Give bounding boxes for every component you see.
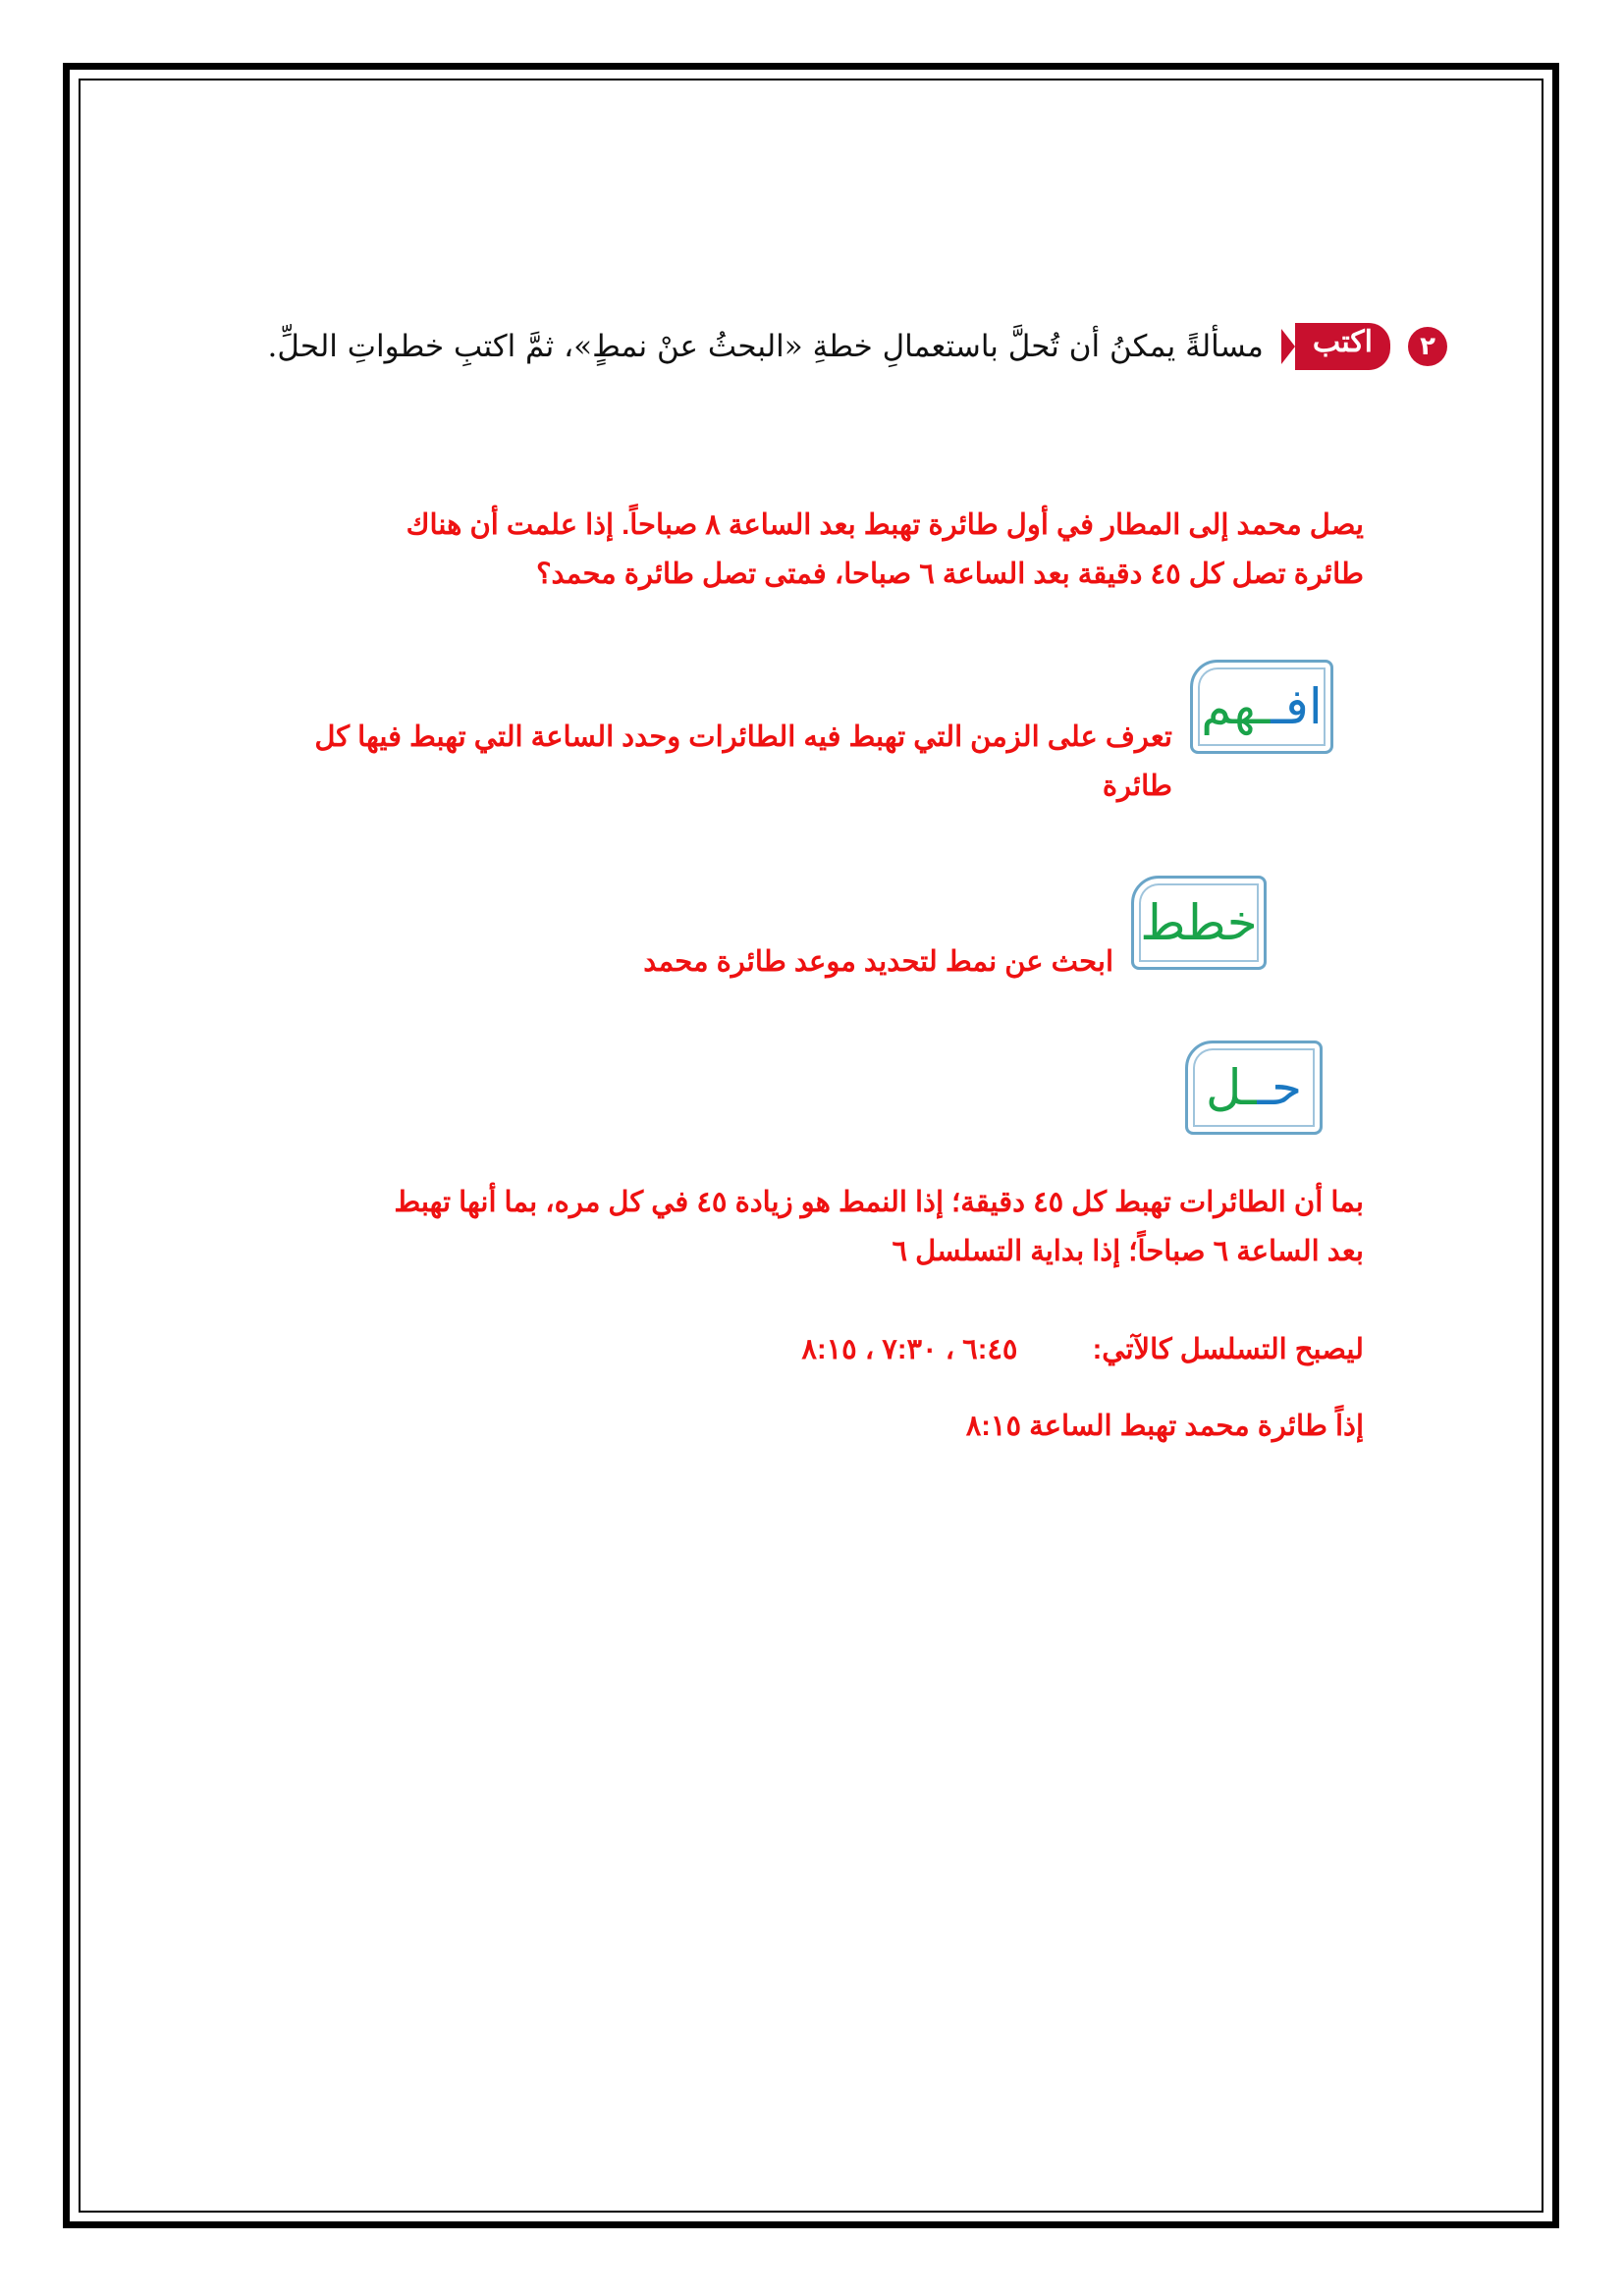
understand-text [73, 713, 1172, 811]
write-tag-arrow-icon [1281, 329, 1295, 364]
write-tag [1281, 323, 1390, 370]
problem-statement [186, 501, 1364, 599]
plan-step-icon [1131, 876, 1267, 970]
write-tag-label: اكتب [1295, 323, 1390, 370]
solve-line-1: بما أن الطائرات تهبط كل ٤٥ دقيقة؛ إذا النمط هو زيادة ٤٥ في كل مره، بما أنها تهبط [394, 1187, 1364, 1218]
understand-line-2: طائرة [1102, 771, 1172, 802]
exercise-prompt: مسألةً يمكنُ أن تُحلَّ باستعمالِ خطةِ «البحثُ عنْ نمطٍ»، ثمَّ اكتبِ خطواتِ الحلِّ. [267, 329, 1264, 364]
solve-icon-label-part2: ـل [1205, 1059, 1258, 1116]
problem-line-2: طائرة تصل كل ٤٥ دقيقة بعد الساعة ٦ صباحا، فمتى تصل طائرة محمد؟ [536, 559, 1364, 590]
sequence-label: ليصبح التسلسل كالآتي: [1092, 1334, 1364, 1365]
solve-step-icon [1185, 1041, 1323, 1135]
plan-text: ابحث عن نمط لتحديد موعد طائرة محمد [643, 946, 1113, 978]
conclusion: إذاً طائرة محمد تهبط الساعة ٨:١٥ [965, 1411, 1364, 1442]
understand-step-icon [1190, 660, 1333, 754]
solve-line-2: بعد الساعة ٦ صباحاً؛ إذا بداية التسلسل ٦ [892, 1236, 1364, 1267]
problem-line-1: يصل محمد إلى المطار في أول طائرة تهبط بعد الساعة ٨ صباحاً. إذا علمت أن هناك [406, 509, 1364, 541]
exercise-heading [118, 317, 1447, 376]
sequence-values: ٦:٤٥ ، ٧:٣٠ ، ٨:١٥ [801, 1334, 1018, 1365]
sequence-line [284, 1325, 1364, 1374]
understand-icon-label-part1: افـ [1271, 678, 1323, 735]
page-border-inner [79, 79, 1543, 2213]
exercise-number-badge: ٢ [1408, 327, 1447, 366]
understand-line-1: تعرف على الزمن التي تهبط فيه الطائرات وحدد الساعة التي تهبط فيها كل [314, 721, 1172, 753]
understand-icon-label-part2: ـهم [1201, 678, 1272, 735]
solve-icon-label-part1: حـ [1257, 1059, 1303, 1116]
plan-icon-label: خطط [1140, 894, 1258, 951]
solve-explanation [166, 1178, 1364, 1276]
